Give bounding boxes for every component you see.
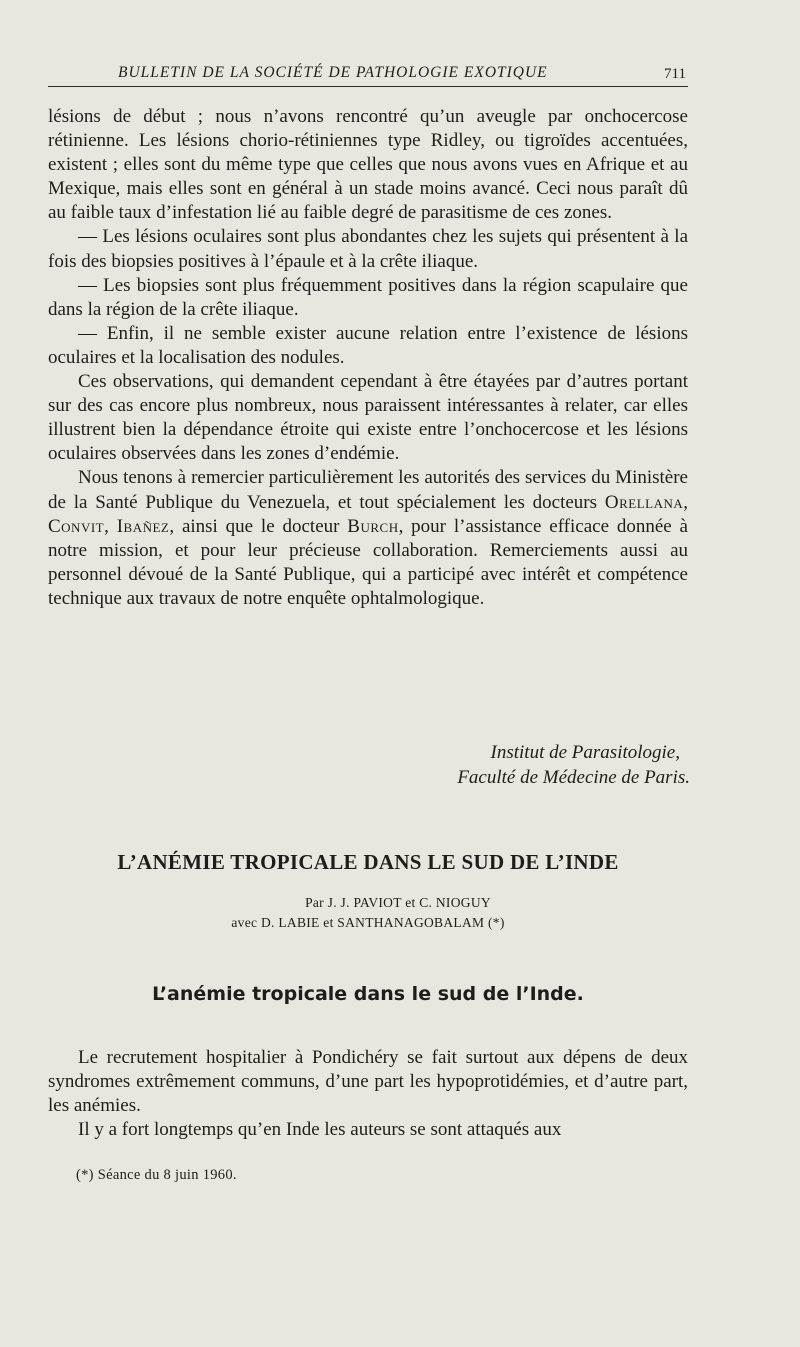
person-name: Convit <box>48 515 105 537</box>
article-continuation <box>48 105 688 611</box>
affiliation-line: Institut de Parasitologie, <box>490 742 680 763</box>
page-number: 711 <box>664 66 686 82</box>
affiliation-signature <box>350 740 690 790</box>
paragraph-text: , ainsi que le docteur <box>169 515 348 537</box>
paragraph: Il y a fort longtemps qu’en Inde les auteurs se sont attaqués aux <box>78 1119 562 1141</box>
affiliation-line: Faculté de Médecine de Paris. <box>457 767 690 788</box>
article-authors <box>48 893 688 933</box>
section-heading: L’anémie tropicale dans le sud de l’Inde. <box>152 983 584 1005</box>
authors-line: avec D. LABIE et SANTHANAGOBALAM (*) <box>231 915 505 930</box>
paragraph: lésions de début ; nous n’avons rencontré qu’un aveugle par onchocercose rétinienne. Les lésions chorio-rétiniennes type Ridley, ou tigroïdes accentuées, existent ; elles sont du même type que celles que nous avons vues en Afrique et au Mexique, mais elles sont en général à un stade moins avancé. Ceci nous paraît dû au faible taux d’infestation lié au faible degré de parasitisme de ces zones. <box>48 106 688 224</box>
article-title: L’ANÉMIE TROPICALE DANS LE SUD DE L’INDE <box>117 850 619 874</box>
acknowledgements-paragraph <box>48 466 688 611</box>
person-name: Orellana <box>604 491 684 513</box>
paragraph-text: , <box>104 515 117 537</box>
paragraph-text: , pour l’assistance efficace donnée à notre mission, et pour leur précieuse collaboration. Remerciements aussi au personnel dévoué de la Santé Publique, qui a participé avec intérêt et compétence technique aux travaux de notre enquête ophtalmologique. <box>48 515 688 609</box>
paragraph: Ces observations, qui demandent cependant à être étayées par d’autres portant sur des cas encore plus nombreux, nous paraissent intéressantes à relater, car elles illustrent bien la dépendance étroite qui existe entre l’onchocercose et les lésions oculaires observées dans les zones d’endémie. <box>48 371 688 465</box>
paragraph: Le recrutement hospitalier à Pondichéry se fait surtout aux dépens de deux syndromes extrêmement communs, d’une part les hypoprotidémies, et d’autre part, les anémies. <box>48 1047 688 1117</box>
paragraph-text: Nous tenons à remercier particulièrement les autorités des services du Ministère de la Santé Publique du Venezuela, et tout spécialement les docteurs <box>48 467 688 513</box>
running-header <box>48 62 688 87</box>
authors-line: Par J. J. PAVIOT et C. NIOGUY <box>305 895 491 910</box>
footnote: (*) Séance du 8 juin 1960. <box>76 1167 237 1183</box>
person-name: Ibañez <box>116 515 170 537</box>
running-title: BULLETIN DE LA SOCIÉTÉ DE PATHOLOGIE EXOTIQUE <box>118 64 548 81</box>
paragraph-text: , <box>683 491 688 513</box>
paragraph: — Enfin, il ne semble exister aucune relation entre l’existence de lésions oculaires et la localisation des nodules. <box>48 322 688 368</box>
paragraph: — Les biopsies sont plus fréquemment positives dans la région scapulaire que dans la région de la crête iliaque. <box>48 274 688 320</box>
paragraph: — Les lésions oculaires sont plus abondantes chez les sujets qui présentent à la fois des biopsies positives à l’épaule et à la crête iliaque. <box>48 226 688 272</box>
article-body <box>48 1046 688 1142</box>
person-name: Burch <box>347 515 399 537</box>
